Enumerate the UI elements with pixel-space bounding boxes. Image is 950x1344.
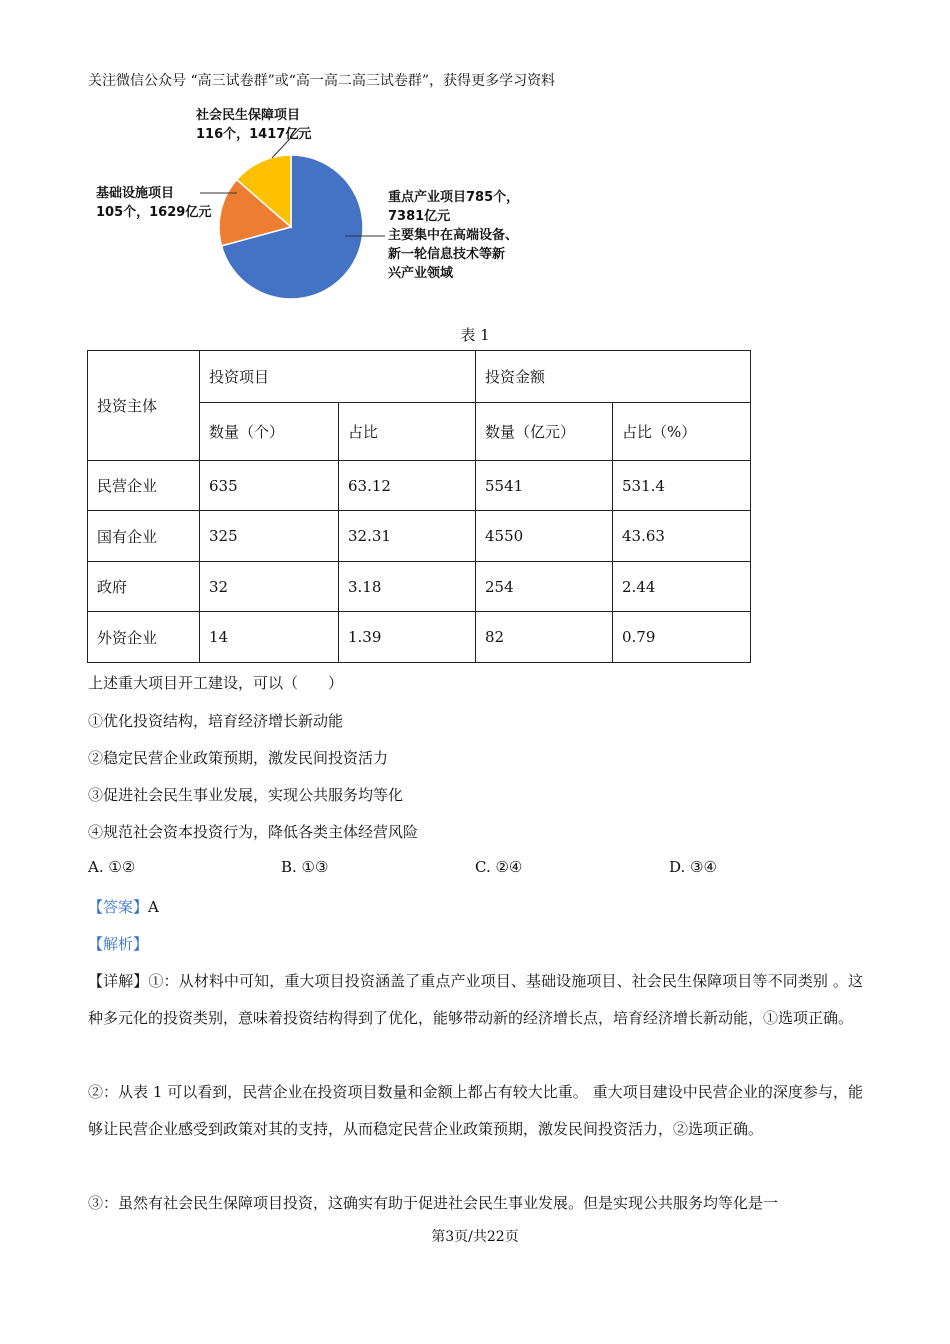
question-item: ②稳定民营企业政策预期，激发民间投资活力 bbox=[88, 749, 389, 767]
header-amount: 投资金额 bbox=[476, 351, 751, 403]
question-stem: 上述重大项目开工建设，可以（ ） bbox=[88, 674, 344, 692]
table-cell: 635 bbox=[200, 461, 339, 511]
investment-table bbox=[87, 350, 751, 663]
option-b: B. ①③ bbox=[281, 858, 329, 876]
table-cell: 325 bbox=[200, 511, 339, 562]
header-subject: 投资主体 bbox=[88, 351, 200, 461]
option-a: A. ①② bbox=[88, 858, 136, 876]
slice-label-key: 重点产业项目785个， 7381亿元 主要集中在高端设备、 新一轮信息技术等新 兴产业领域 bbox=[388, 190, 520, 281]
table-cell: 外资企业 bbox=[88, 612, 200, 663]
explanation-paragraph-3: ③：虽然有社会民生保障项目投资，这确实有助于促进社会民生事业发展。但是实现公共服务均等化是一 bbox=[88, 1194, 779, 1212]
table-cell: 5541 bbox=[476, 461, 613, 511]
table-cell: 14 bbox=[200, 612, 339, 663]
table-row bbox=[88, 511, 751, 562]
subheader-count: 数量（个） bbox=[200, 403, 339, 461]
slice-label-infra: 基础设施项目 105个，1629亿元 bbox=[96, 186, 212, 220]
option-d: D. ③④ bbox=[669, 858, 717, 876]
table-cell: 政府 bbox=[88, 562, 200, 612]
slice-label-social: 社会民生保障项目 116个，1417亿元 bbox=[196, 108, 312, 142]
table-cell: 国有企业 bbox=[88, 511, 200, 562]
subheader-ratio: 占比 bbox=[339, 403, 476, 461]
option-c: C. ②④ bbox=[475, 858, 523, 876]
explanation-paragraph-2: ②：从表 1 可以看到，民营企业在投资项目数量和金额上都占有较大比重。 重大项目建设中民营企业的深度参与，能够让民营企业感受到政策对其的支持，从而稳定民营企业政策预期，激发民间投资活力，②选项正确。 bbox=[88, 1083, 863, 1138]
question-item: ④规范社会资本投资行为，降低各类主体经营风险 bbox=[88, 823, 419, 841]
table-cell: 0.79 bbox=[613, 612, 751, 663]
table-row bbox=[88, 461, 751, 511]
table-cell: 1.39 bbox=[339, 612, 476, 663]
analysis-line bbox=[88, 933, 148, 954]
table-cell: 3.18 bbox=[339, 562, 476, 612]
subheader-amount-ratio: 占比（%） bbox=[613, 403, 751, 461]
page-number: 第3页/共22页 bbox=[431, 1229, 519, 1245]
table-cell: 82 bbox=[476, 612, 613, 663]
analysis-tag: 【解析】 bbox=[88, 935, 149, 953]
table-cell: 43.63 bbox=[613, 511, 751, 562]
subheader-amount: 数量（亿元） bbox=[476, 403, 613, 461]
answer-value: A bbox=[148, 898, 159, 916]
table-cell: 531.4 bbox=[613, 461, 751, 511]
explanation-paragraph-1: 【详解】①：从材料中可知，重大项目投资涵盖了重点产业项目、基础设施项目、社会民生保障项目等不同类别 。这种多元化的投资类别，意味着投资结构得到了优化，能够带动新的经济增长点，培育经济增长新动能，①选项正确。 bbox=[88, 972, 863, 1027]
answer-line bbox=[88, 896, 159, 917]
table-cell: 63.12 bbox=[339, 461, 476, 511]
table-cell: 4550 bbox=[476, 511, 613, 562]
question-item: ③促进社会民生事业发展，实现公共服务均等化 bbox=[88, 786, 404, 804]
table-cell: 32.31 bbox=[339, 511, 476, 562]
table-row bbox=[88, 562, 751, 612]
table-cell: 2.44 bbox=[613, 562, 751, 612]
table-cell: 民营企业 bbox=[88, 461, 200, 511]
table-cell: 32 bbox=[200, 562, 339, 612]
answer-tag: 【答案】 bbox=[88, 898, 149, 916]
header-note: 关注微信公众号 “高三试卷群”或“高一高二高三试卷群”，获得更多学习资料 bbox=[88, 73, 556, 89]
table-caption: 表 1 bbox=[460, 326, 490, 344]
header-projects: 投资项目 bbox=[200, 351, 476, 403]
table-row bbox=[88, 612, 751, 663]
table-cell: 254 bbox=[476, 562, 613, 612]
question-item: ①优化投资结构，培育经济增长新动能 bbox=[88, 712, 344, 730]
